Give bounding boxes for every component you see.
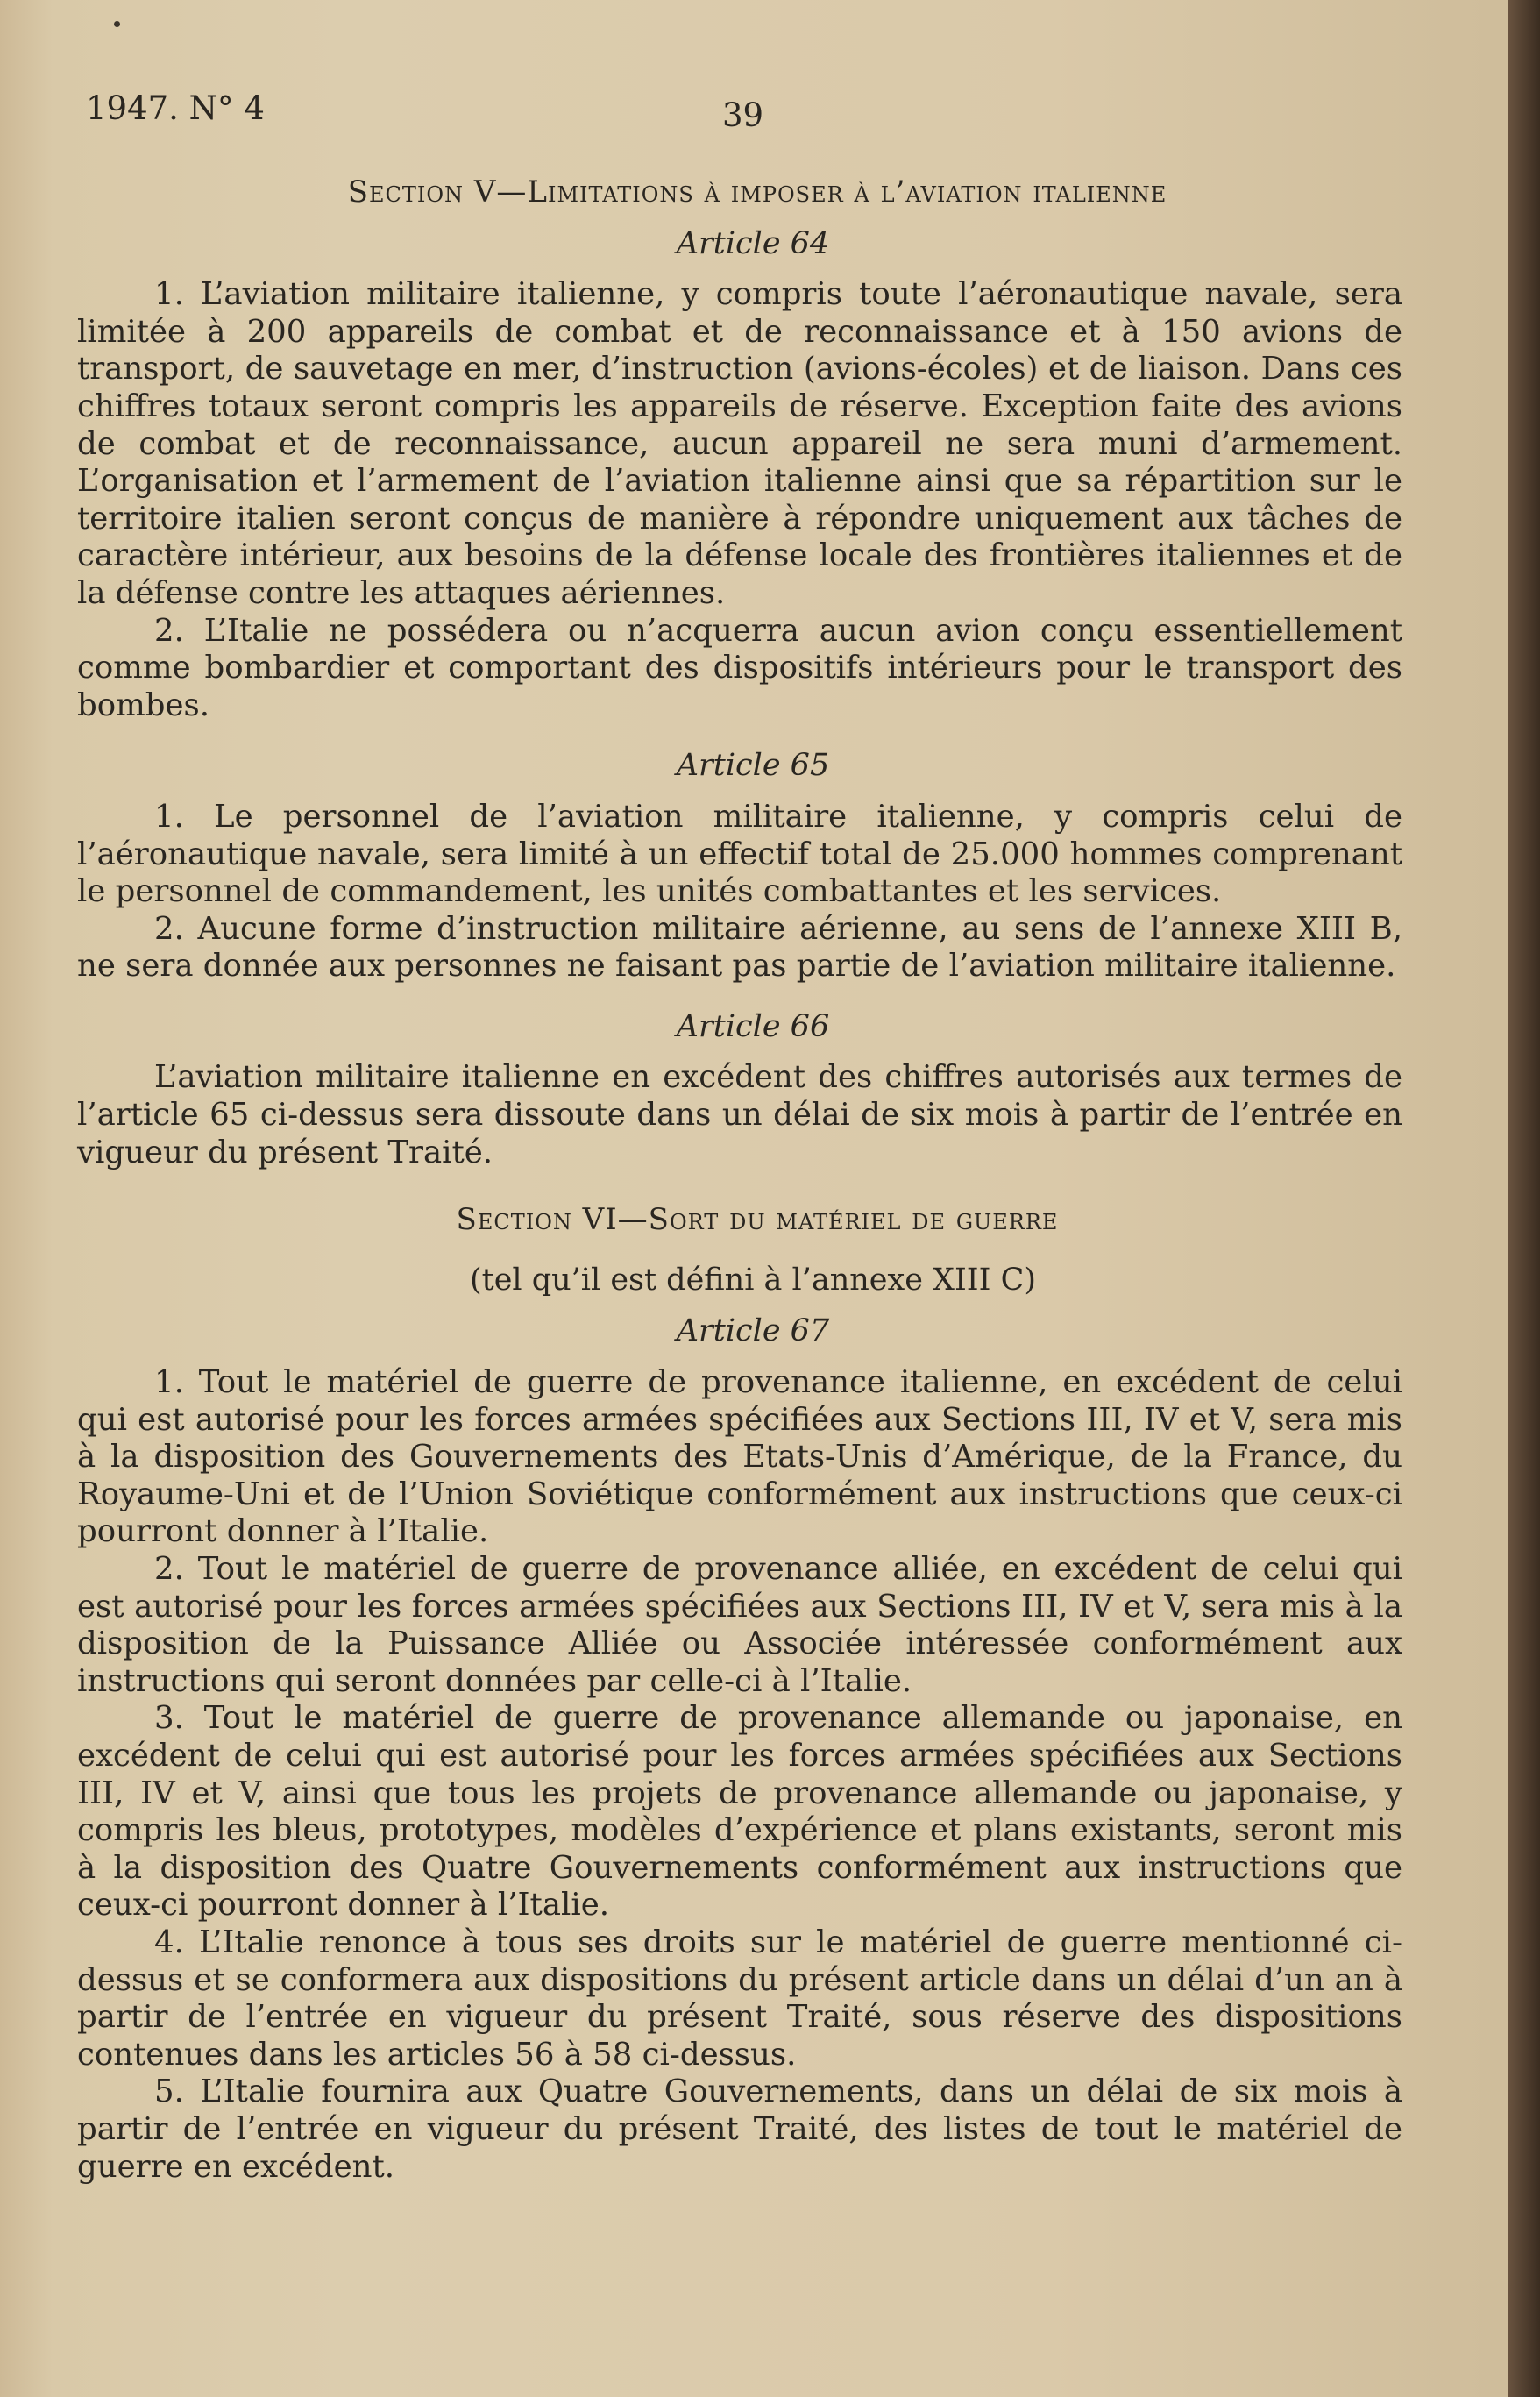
book-binding-edge [1508, 0, 1540, 2397]
article-64-paragraph-1: 1. L’aviation militaire italienne, y compris toute l’aéronautique navale, sera limitée à 200 appareils de combat et de reconnaissance et à 150 avions de transport, de sauvetage en mer, d’instruction (avions-écoles) et de liaison. Dans ces chiffres totaux seront compris les appareils de réserve. Exception faite des avions de combat et de reconnaissance, aucun appareil ne sera muni d’armement. L’organisation et l’armement de l’aviation italienne ainsi que sa répartition sur le territoire italien seront conçus de manière à répondre uniquement aux tâches de caractère intérieur, aux besoins de la défense locale des frontières italiennes et de la défense contre les attaques aériennes. [77, 276, 1402, 611]
article-67-paragraph-3: 3. Tout le matériel de guerre de provenance allemande ou japonaise, en excédent de celui qui est autorisé pour les forces armées spécifiées aux Sections III, IV et V, ainsi que tous les projets de provenance allemande ou japonaise, y compris les bleus, prototypes, modèles d’expérience et plans existants, seront mis à la disposition des Quatre Gouvernements conformément aux instructions que ceux-ci pourront donner à l’Italie. [77, 1700, 1402, 1924]
page-body [77, 174, 1402, 2186]
running-head [86, 89, 1409, 142]
article-67-paragraph-2: 2. Tout le matériel de guerre de provenance alliée, en excédent de celui qui est autorisé pour les forces armées spécifiées aux Sections III, IV et V, sera mis à la disposition de la Puissance Alliée ou Associée intéressée conformément aux instructions qui seront données par celle-ci à l’Italie. [77, 1551, 1402, 1699]
article-67-paragraph-1: 1. Tout le matériel de guerre de provenance italienne, en excédent de celui qui est autorisé pour les forces armées spécifiées aux Sections III, IV et V, sera mis à la disposition des Gouvernements des Etats-Unis d’Amérique, de la France, du Royaume-Uni et de l’Union Soviétique conformément aux instructions que ceux-ci pourront donner à l’Italie. [77, 1364, 1402, 1550]
article-64-heading: Article 64 [676, 225, 830, 261]
section-vi-subheading: (tel qu’il est défini à l’annexe XIII C) [469, 1262, 1037, 1298]
article-65-heading: Article 65 [676, 748, 830, 784]
section-v-heading: Section V—Limitations à imposer à l’aviation italienne [347, 174, 1167, 210]
ink-speck [114, 21, 120, 27]
article-67-heading: Article 67 [676, 1313, 830, 1349]
article-64-paragraph-2: 2. L’Italie ne possédera ou n’acquerra aucun avion conçu essentiellement comme bombardier et comportant des dispositifs intérieurs pour le transport des bombes. [77, 612, 1402, 723]
article-65-paragraph-1: 1. Le personnel de l’aviation militaire italienne, y compris celui de l’aéronautique navale, sera limité à un effectif total de 25.000 hommes comprenant le personnel de commandement, les unités combattantes et les services. [77, 798, 1402, 910]
article-66-heading: Article 66 [676, 1008, 830, 1044]
section-vi-heading: Section VI—Sort du matériel de guerre [456, 1202, 1059, 1238]
page-number: 39 [722, 96, 764, 134]
article-65-paragraph-2: 2. Aucune forme d’instruction militaire aérienne, au sens de l’annexe XIII B, ne sera donnée aux personnes ne faisant pas partie de l’aviation militaire italienne. [77, 910, 1402, 985]
article-66-paragraph-1: L’aviation militaire italienne en excédent des chiffres autorisés aux termes de l’article 65 ci-dessus sera dissoute dans un délai de six mois à partir de l’entrée en vigueur du présent Traité. [77, 1059, 1402, 1170]
article-67-paragraph-4: 4. L’Italie renonce à tous ses droits sur le matériel de guerre mentionné ci-dessus et se conformera aux dispositions du présent article dans un délai d’un an à partir de l’entrée en vigueur du présent Traité, sous réserve des dispositions contenues dans les articles 56 à 58 ci-dessus. [77, 1924, 1402, 2073]
article-67-paragraph-5: 5. L’Italie fournira aux Quatre Gouvernements, dans un délai de six mois à partir de l’entrée en vigueur du présent Traité, des listes de tout le matériel de guerre en excédent. [77, 2073, 1402, 2185]
year-and-number: 1947. N° 4 [86, 89, 265, 127]
